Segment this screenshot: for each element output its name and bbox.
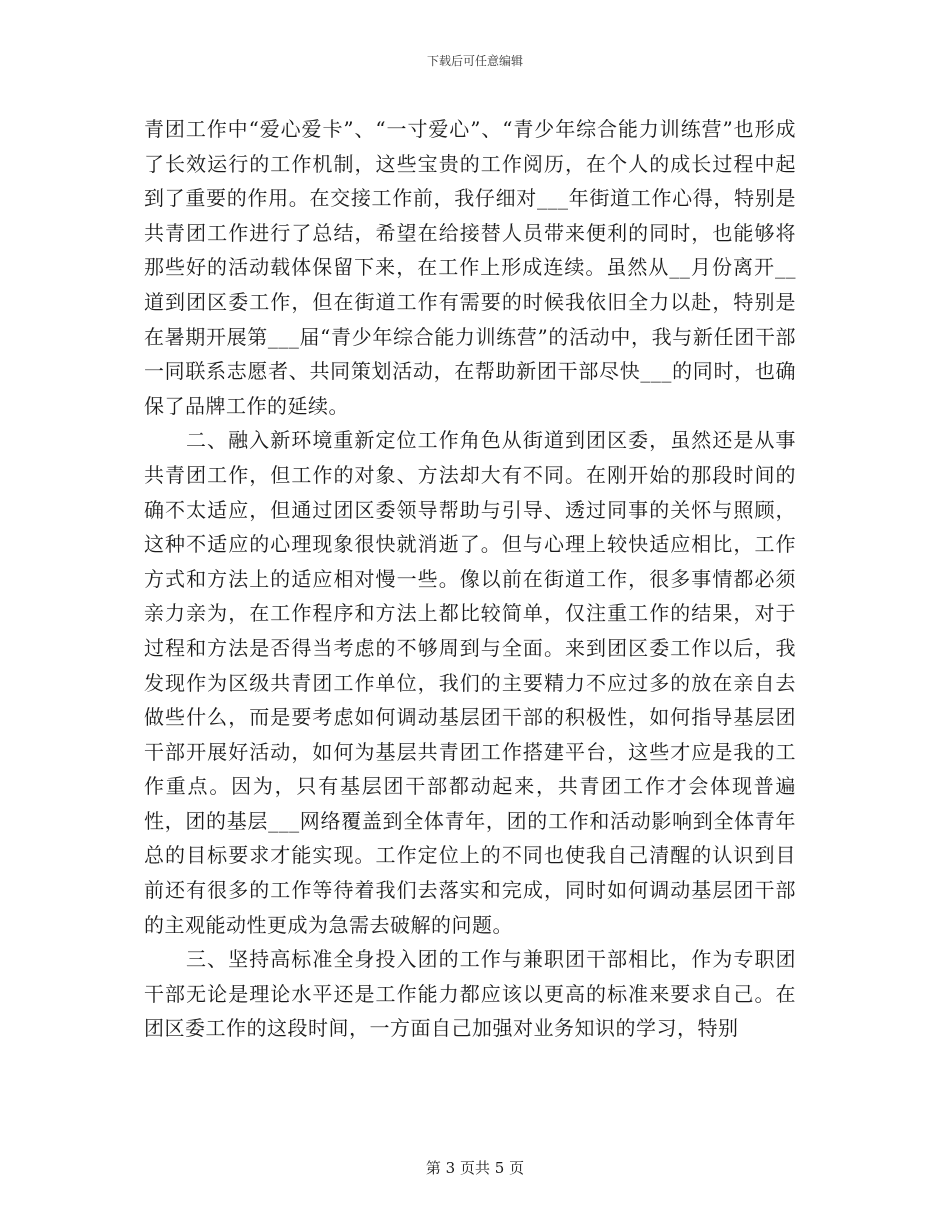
document-body [144, 112, 796, 1046]
paragraph-section-two: 二、融入新环境重新定位工作角色从街道到团区委，虽然还是从事共青团工作，但工作的对象、方法却大有不同。在刚开始的那段时间的确不太适应，但通过团区委领导帮助与引导、透过同事的关怀与照顾，这种不适应的心理现象很快就消逝了。但与心理上较快适应相比，工作方式和方法上的适应相对慢一些。像以前在街道工作，很多事情都必须亲力亲为，在工作程序和方法上都比较简单，仅注重工作的结果，对于过程和方法是否得当考虑的不够周到与全面。来到团区委工作以后，我发现作为区级共青团工作单位，我们的主要精力不应过多的放在亲自去做些什么，而是要考虑如何调动基层团干部的积极性，如何指导基层团干部开展好活动，如何为基层共青团工作搭建平台，这些才应是我的工作重点。因为，只有基层团干部都动起来，共青团工作才会体现普遍性，团的基层___网络覆盖到全体青年，团的工作和活动影响到全体青年总的目标要求才能实现。工作定位上的不同也使我自己清醒的认识到目前还有很多的工作等待着我们去落实和完成，同时如何调动基层团干部的主观能动性更成为急需去破解的问题。 [144, 428, 796, 937]
paragraph-section-three: 三、坚持高标准全身投入团的工作与兼职团干部相比，作为专职团干部无论是理论水平还是工作能力都应该以更高的标准来要求自己。在团区委工作的这段时间，一方面自己加强对业务知识的学习，特别 [144, 947, 796, 1041]
paragraph-continuation: 青团工作中“爱心爱卡”、“一寸爱心”、“青少年综合能力训练营”也形成了长效运行的工作机制，这些宝贵的工作阅历，在个人的成长过程中起到了重要的作用。在交接工作前，我仔细对___年街道工作心得，特别是共青团工作进行了总结，希望在给接替人员带来便利的同时，也能够将那些好的活动载体保留下来，在工作上形成连续。虽然从__月份离开__道到团区委工作，但在街道工作有需要的时候我依旧全力以赴，特别是在暑期开展第___届“青少年综合能力训练营”的活动中，我与新任团干部一同联系志愿者、共同策划活动，在帮助新团干部尽快___的同时，也确保了品牌工作的延续。 [144, 117, 796, 418]
page-number: 第 3 页共 5 页 [425, 1159, 525, 1177]
page-header: 下载后可任意编辑 [426, 54, 523, 68]
